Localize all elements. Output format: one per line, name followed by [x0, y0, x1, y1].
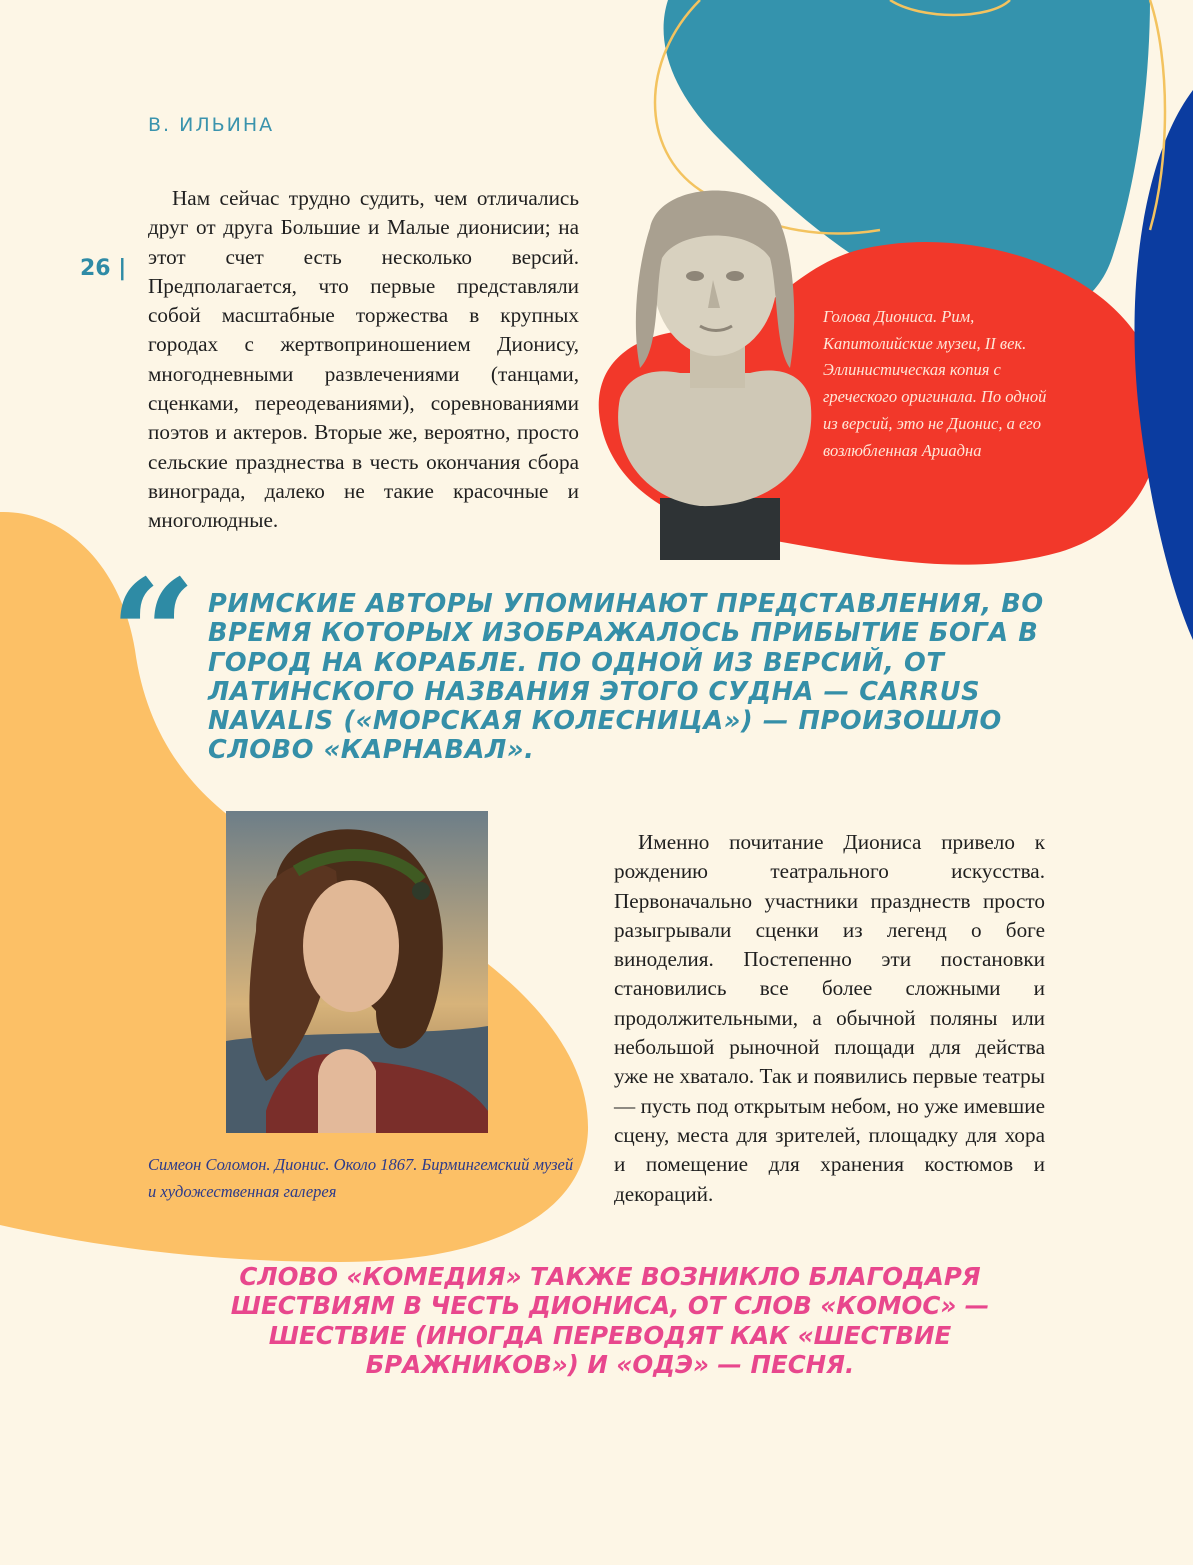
dionysus-painting-image — [226, 811, 488, 1133]
page-number: 26 | — [80, 256, 127, 281]
navy-blob — [1134, 90, 1193, 640]
paragraph-first: Нам сейчас трудно судить, чем отличались друг от друга Большие и Малые дионисии; на этот счет есть несколько версий. Предполагается, что первые представляли собой масштабные торжества в крупных городах с жертвоприношением Дионису, многодневными развлечениями (танцами, сценками, переодеваниями), соревнованиями поэтов и актеров. Вторые же, вероятно, просто сельские празднества в честь окончания сбора винограда, далеко не такие красочные и многолюдные. — [148, 186, 579, 533]
painting-caption: Симеон Соломон. Дионис. Около 1867. Бирмингемский музей и художественная галерея — [148, 1155, 574, 1201]
paragraph-second: Именно почитание Диониса привело к рождению театрального искусства. Первоначально участники празднеств просто разыгрывали сценки из легенд о боге виноделия. Постепенно эти постановки становились все более сложными и продолжительными, а обычной поляны или небольшой рыночной площади для действа уже не хватало. Так и появились первые театры — пусть под открытым небом, но уже имевшие сцену, места для зрителей, площадку для хора и помещение для хранения костюмов и декораций. — [614, 830, 1045, 1206]
pull-quote-comedy: СЛОВО «КОМЕДИЯ» ТАКЖЕ ВОЗНИКЛО БЛАГОДАРЯ ШЕСТВИЯМ В ЧЕСТЬ ДИОНИСА, ОТ СЛОВ «КОМОС» — ШЕСТВИЕ (ИНОГДА ПЕРЕВОДЯТ КАК «ШЕСТВИЕ БРАЖНИКОВ») И «ОДЭ» — ПЕСНЯ. — [230, 1262, 990, 1379]
pull-quote-carnival: РИМСКИЕ АВТОРЫ УПОМИНАЮТ ПРЕДСТАВЛЕНИЯ, ВО ВРЕМЯ КОТОРЫХ ИЗОБРАЖАЛОСЬ ПРИБЫТИЕ БОГА В ГОРОД НА КОРАБЛЕ. ПО ОДНОЙ ИЗ ВЕРСИЙ, ОТ ЛАТИНСКОГО НАЗВАНИЯ ЭТОГО СУДНА — CARRUS NAVALIS («МОРСКАЯ КОЛЕСНИЦА») — ПРОИЗОШЛО СЛОВО «КАРНАВАЛ». — [208, 589, 1044, 766]
author-name: В. ИЛЬИНА — [148, 114, 275, 136]
quote-mark-icon: “ — [110, 547, 197, 723]
dionysus-bust-image — [600, 168, 830, 560]
bust-caption: Голова Диониса. Рим, Капитолийские музеи, II век. Эллинистическая копия с греческого оригинала. По одной из версий, это не Дионис, а его возлюбленная Ариадна — [823, 307, 1047, 460]
